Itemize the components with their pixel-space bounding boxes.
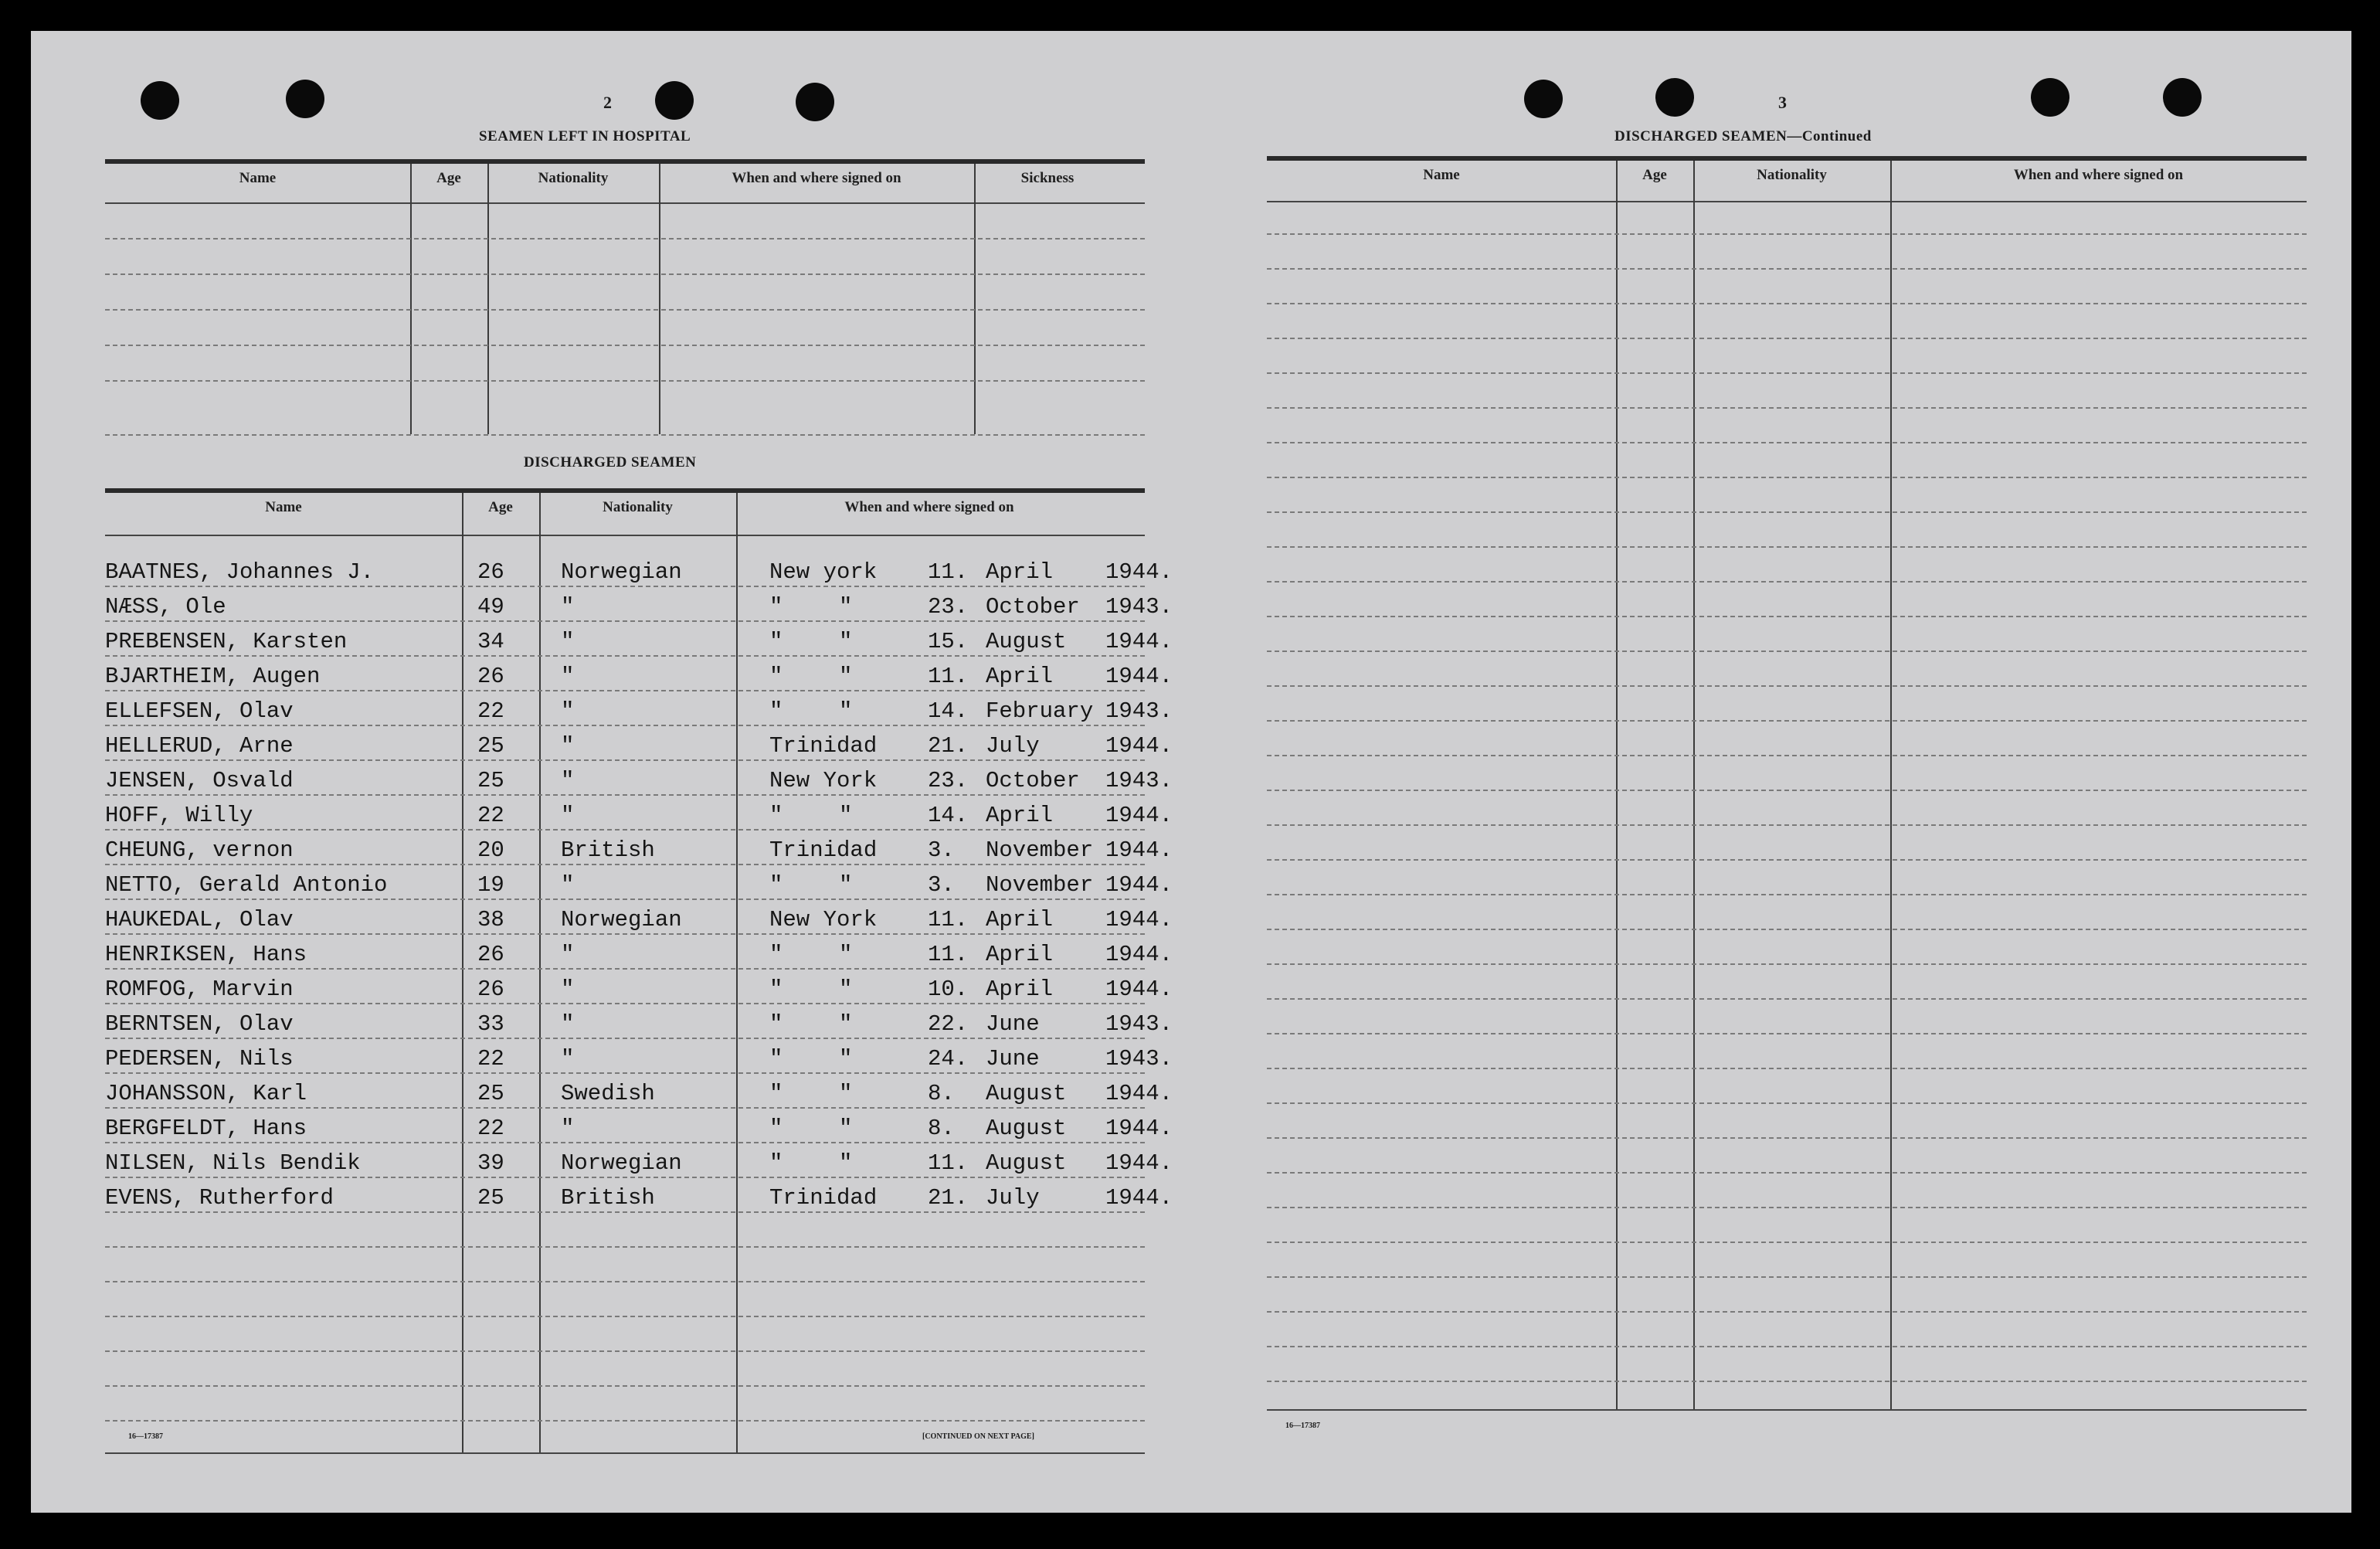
seaman-nationality: " — [561, 733, 575, 759]
binder-hole — [286, 80, 324, 118]
ruled-line — [105, 864, 1145, 865]
ruled-line — [1267, 303, 2307, 304]
seaman-nationality: " — [561, 768, 575, 793]
seaman-age: 22 — [477, 1046, 504, 1072]
signed-on-month: April — [986, 559, 1054, 585]
signed-on-place: Trinidad — [769, 837, 878, 863]
ruled-line — [105, 1003, 1145, 1004]
signed-on-month: April — [986, 664, 1054, 689]
signed-on-place-ditto: " — [839, 1081, 853, 1106]
column-divider — [974, 164, 976, 434]
column-divider — [1616, 161, 1618, 1409]
ruled-line — [105, 309, 1145, 311]
hospital-header-signed-on: When and where signed on — [732, 170, 901, 186]
seaman-age: 39 — [477, 1150, 504, 1176]
signed-on-place: Trinidad — [769, 1185, 878, 1211]
signed-on-place: " — [769, 1116, 783, 1141]
seaman-age: 25 — [477, 768, 504, 793]
signed-on-place: " — [769, 942, 783, 967]
binder-hole — [796, 83, 834, 121]
ruled-line — [105, 620, 1145, 622]
seaman-nationality: Norwegian — [561, 559, 682, 585]
seaman-nationality: Norwegian — [561, 1150, 682, 1176]
signed-on-month: April — [986, 977, 1054, 1002]
signed-on-day: 10. — [928, 977, 969, 1002]
signed-on-day: 23. — [928, 594, 969, 620]
seaman-name: JOHANSSON, Karl — [105, 1081, 307, 1106]
signed-on-day: 8. — [928, 1081, 955, 1106]
discharged-table[interactable] — [105, 488, 1173, 1459]
discharged-header-age: Age — [488, 499, 513, 515]
seaman-name: CHEUNG, vernon — [105, 837, 294, 863]
seaman-name: PEDERSEN, Nils — [105, 1046, 294, 1072]
hospital-section-title: SEAMEN LEFT IN HOSPITAL — [479, 128, 691, 144]
binder-hole — [1655, 78, 1694, 117]
signed-on-place: " — [769, 1011, 783, 1037]
binder-hole — [1524, 80, 1563, 118]
seaman-name: PREBENSEN, Karsten — [105, 629, 348, 654]
ruled-line — [1267, 1068, 2307, 1069]
seaman-nationality: " — [561, 942, 575, 967]
document-sheet — [31, 31, 2351, 1513]
continued-section-title: DISCHARGED SEAMEN—Continued — [1614, 128, 1872, 144]
signed-on-place: " — [769, 594, 783, 620]
signed-on-day: 11. — [928, 664, 969, 689]
ruled-line — [1267, 268, 2307, 270]
page-number-right: 3 — [1778, 93, 1787, 112]
signed-on-day: 8. — [928, 1116, 955, 1141]
ruled-line — [1267, 581, 2307, 583]
signed-on-place-ditto: " — [839, 977, 853, 1002]
seaman-name: BERGFELDT, Hans — [105, 1116, 307, 1141]
ruled-line — [1267, 1311, 2307, 1313]
seaman-nationality: " — [561, 1116, 575, 1141]
ruled-line — [1267, 859, 2307, 861]
signed-on-place-ditto: " — [839, 1011, 853, 1037]
seaman-age: 25 — [477, 1081, 504, 1106]
discharged-header-signed-on: When and where signed on — [844, 499, 1014, 515]
seaman-nationality: " — [561, 1046, 575, 1072]
hospital-header-age: Age — [436, 170, 461, 186]
signed-on-place: " — [769, 977, 783, 1002]
binder-hole — [141, 81, 179, 120]
form-number-right: 16—17387 — [1285, 1422, 1320, 1430]
ruled-line — [1267, 477, 2307, 478]
seaman-age: 19 — [477, 872, 504, 898]
table-bottom-rule — [105, 1452, 1145, 1454]
continued-note: [CONTINUED ON NEXT PAGE] — [922, 1432, 1034, 1441]
continued-header-name: Name — [1423, 167, 1460, 183]
signed-on-day: 3. — [928, 872, 955, 898]
seaman-name: JENSEN, Osvald — [105, 768, 294, 793]
seaman-nationality: " — [561, 977, 575, 1002]
ruled-line — [1267, 755, 2307, 756]
seaman-name: NÆSS, Ole — [105, 594, 226, 620]
hospital-table — [105, 159, 1145, 465]
ruled-line — [105, 1107, 1145, 1109]
ruled-line — [1267, 616, 2307, 617]
page-number-left: 2 — [603, 93, 612, 112]
signed-on-day: 15. — [928, 629, 969, 654]
seaman-nationality: " — [561, 698, 575, 724]
ruled-line — [105, 273, 1145, 275]
seaman-age: 26 — [477, 559, 504, 585]
signed-on-year: 1944. — [1105, 872, 1173, 898]
ruled-line — [1267, 233, 2307, 235]
signed-on-month: October — [986, 594, 1080, 620]
signed-on-place-ditto: " — [839, 872, 853, 898]
ruled-line — [105, 434, 1145, 436]
seaman-name: EVENS, Rutherford — [105, 1185, 334, 1211]
seaman-nationality: " — [561, 803, 575, 828]
seaman-name: NETTO, Gerald Antonio — [105, 872, 388, 898]
signed-on-day: 11. — [928, 942, 969, 967]
signed-on-month: August — [986, 1081, 1067, 1106]
hospital-header-nationality: Nationality — [538, 170, 609, 186]
seaman-nationality: British — [561, 1185, 655, 1211]
ruled-line — [105, 345, 1145, 346]
signed-on-place: New york — [769, 559, 878, 585]
seaman-name: ELLEFSEN, Olav — [105, 698, 294, 724]
ruled-line — [1267, 1207, 2307, 1208]
ruled-line — [1267, 511, 2307, 513]
seaman-nationality: " — [561, 664, 575, 689]
column-divider — [1693, 161, 1695, 1409]
signed-on-year: 1944. — [1105, 733, 1173, 759]
seaman-age: 38 — [477, 907, 504, 932]
table-top-rule — [1267, 156, 2307, 161]
ruled-line — [1267, 1033, 2307, 1034]
ruled-line — [105, 759, 1145, 761]
ruled-line — [1267, 963, 2307, 965]
signed-on-year: 1944. — [1105, 803, 1173, 828]
ruled-line — [105, 794, 1145, 796]
signed-on-month: June — [986, 1046, 1040, 1072]
signed-on-year: 1943. — [1105, 1011, 1173, 1037]
seaman-age: 20 — [477, 837, 504, 863]
discharged-header-name: Name — [265, 499, 302, 515]
signed-on-place-ditto: " — [839, 942, 853, 967]
column-divider — [462, 493, 463, 1452]
signed-on-place: " — [769, 664, 783, 689]
signed-on-day: 21. — [928, 733, 969, 759]
signed-on-month: October — [986, 768, 1080, 793]
ruled-line — [105, 1316, 1145, 1317]
signed-on-place: " — [769, 1081, 783, 1106]
ruled-line — [1267, 372, 2307, 374]
seaman-name: NILSEN, Nils Bendik — [105, 1150, 361, 1176]
seaman-age: 33 — [477, 1011, 504, 1037]
binder-hole — [2163, 78, 2202, 117]
signed-on-place-ditto: " — [839, 1150, 853, 1176]
ruled-line — [105, 655, 1145, 657]
seaman-name: BJARTHEIM, Augen — [105, 664, 321, 689]
signed-on-place: New York — [769, 768, 878, 793]
seaman-age: 22 — [477, 1116, 504, 1141]
continued-header-age: Age — [1642, 167, 1667, 183]
signed-on-year: 1944. — [1105, 1185, 1173, 1211]
ruled-line — [105, 829, 1145, 831]
ruled-line — [105, 968, 1145, 970]
header-rule — [1267, 201, 2307, 202]
seaman-age: 25 — [477, 1185, 504, 1211]
ruled-line — [1267, 790, 2307, 791]
ruled-line — [105, 586, 1145, 587]
ruled-line — [1267, 929, 2307, 930]
signed-on-year: 1944. — [1105, 629, 1173, 654]
signed-on-place-ditto: " — [839, 1046, 853, 1072]
seaman-name: BERNTSEN, Olav — [105, 1011, 294, 1037]
table-bottom-rule — [1267, 1409, 2307, 1411]
seaman-nationality: " — [561, 594, 575, 620]
hospital-header-name: Name — [239, 170, 277, 186]
ruled-line — [105, 1177, 1145, 1178]
ruled-line — [105, 1281, 1145, 1282]
seaman-nationality: " — [561, 1011, 575, 1037]
continued-header-nationality: Nationality — [1757, 167, 1827, 183]
signed-on-place: New York — [769, 907, 878, 932]
column-divider — [659, 164, 660, 434]
signed-on-month: April — [986, 942, 1054, 967]
signed-on-month: April — [986, 907, 1054, 932]
signed-on-day: 14. — [928, 698, 969, 724]
signed-on-month: April — [986, 803, 1054, 828]
signed-on-place-ditto: " — [839, 698, 853, 724]
ruled-line — [1267, 998, 2307, 1000]
ruled-line — [1267, 685, 2307, 687]
signed-on-month: August — [986, 629, 1067, 654]
seaman-age: 22 — [477, 803, 504, 828]
ruled-line — [1267, 1137, 2307, 1139]
seaman-age: 26 — [477, 664, 504, 689]
signed-on-place: " — [769, 872, 783, 898]
seaman-nationality: Swedish — [561, 1081, 655, 1106]
ruled-line — [105, 1350, 1145, 1352]
seaman-age: 49 — [477, 594, 504, 620]
ruled-line — [105, 1385, 1145, 1387]
signed-on-day: 24. — [928, 1046, 969, 1072]
signed-on-month: February — [986, 698, 1094, 724]
ruled-line — [105, 1072, 1145, 1074]
ruled-line — [1267, 546, 2307, 548]
continued-header-signed-on: When and where signed on — [2013, 167, 2184, 183]
ruled-line — [1267, 1172, 2307, 1174]
ruled-line — [105, 933, 1145, 935]
signed-on-day: 23. — [928, 768, 969, 793]
discharged-section-title: DISCHARGED SEAMEN — [524, 454, 697, 470]
seaman-age: 26 — [477, 977, 504, 1002]
signed-on-place-ditto: " — [839, 664, 853, 689]
ruled-line — [1267, 651, 2307, 652]
seaman-name: HAUKEDAL, Olav — [105, 907, 294, 932]
ruled-line — [105, 898, 1145, 900]
column-divider — [487, 164, 489, 434]
signed-on-year: 1944. — [1105, 1081, 1173, 1106]
ruled-line — [1267, 1102, 2307, 1104]
signed-on-year: 1944. — [1105, 942, 1173, 967]
signed-on-month: June — [986, 1011, 1040, 1037]
signed-on-month: November — [986, 837, 1094, 863]
binder-hole — [655, 81, 694, 120]
signed-on-place: " — [769, 629, 783, 654]
ruled-line — [1267, 824, 2307, 826]
signed-on-place-ditto: " — [839, 629, 853, 654]
signed-on-year: 1944. — [1105, 837, 1173, 863]
table-top-rule — [105, 159, 1145, 164]
signed-on-day: 22. — [928, 1011, 969, 1037]
signed-on-day: 11. — [928, 907, 969, 932]
signed-on-place: " — [769, 1150, 783, 1176]
signed-on-day: 11. — [928, 559, 969, 585]
discharged-header-nationality: Nationality — [603, 499, 673, 515]
column-divider — [539, 493, 541, 1452]
seaman-age: 22 — [477, 698, 504, 724]
table-top-rule — [105, 488, 1145, 493]
ruled-line — [105, 725, 1145, 726]
signed-on-month: July — [986, 733, 1040, 759]
signed-on-place-ditto: " — [839, 1116, 853, 1141]
seaman-age: 26 — [477, 942, 504, 967]
signed-on-day: 21. — [928, 1185, 969, 1211]
signed-on-place: " — [769, 803, 783, 828]
signed-on-day: 11. — [928, 1150, 969, 1176]
seaman-nationality: Norwegian — [561, 907, 682, 932]
ruled-line — [1267, 1346, 2307, 1347]
seaman-name: ROMFOG, Marvin — [105, 977, 294, 1002]
ruled-line — [105, 1420, 1145, 1422]
ruled-line — [1267, 894, 2307, 895]
seaman-age: 34 — [477, 629, 504, 654]
discharged-continued-table — [1267, 156, 2307, 1446]
ruled-line — [105, 238, 1145, 239]
signed-on-place-ditto: " — [839, 594, 853, 620]
signed-on-year: 1943. — [1105, 594, 1173, 620]
ruled-line — [105, 690, 1145, 691]
column-divider — [410, 164, 412, 434]
ruled-line — [1267, 442, 2307, 443]
signed-on-place: " — [769, 698, 783, 724]
signed-on-year: 1944. — [1105, 559, 1173, 585]
form-number-left: 16—17387 — [128, 1432, 163, 1441]
seaman-nationality: British — [561, 837, 655, 863]
column-divider — [1890, 161, 1892, 1409]
signed-on-year: 1944. — [1105, 1150, 1173, 1176]
signed-on-year: 1943. — [1105, 698, 1173, 724]
signed-on-month: August — [986, 1116, 1067, 1141]
seaman-nationality: " — [561, 872, 575, 898]
seaman-name: BAATNES, Johannes J. — [105, 559, 375, 585]
signed-on-year: 1944. — [1105, 977, 1173, 1002]
header-rule — [105, 202, 1145, 204]
ruled-line — [1267, 1242, 2307, 1243]
signed-on-year: 1944. — [1105, 664, 1173, 689]
ruled-line — [1267, 338, 2307, 339]
signed-on-year: 1943. — [1105, 768, 1173, 793]
seaman-name: HOFF, Willy — [105, 803, 253, 828]
ruled-line — [105, 1142, 1145, 1143]
signed-on-month: July — [986, 1185, 1040, 1211]
signed-on-day: 3. — [928, 837, 955, 863]
seaman-age: 25 — [477, 733, 504, 759]
signed-on-place-ditto: " — [839, 803, 853, 828]
column-divider — [736, 493, 738, 1452]
ruled-line — [105, 380, 1145, 382]
seaman-nationality: " — [561, 629, 575, 654]
signed-on-month: November — [986, 872, 1094, 898]
seaman-name: HENRIKSEN, Hans — [105, 942, 307, 967]
ruled-line — [1267, 407, 2307, 409]
ruled-line — [105, 1246, 1145, 1248]
signed-on-month: August — [986, 1150, 1067, 1176]
signed-on-year: 1944. — [1105, 1116, 1173, 1141]
ruled-line — [1267, 1276, 2307, 1278]
ruled-line — [105, 1211, 1145, 1213]
binder-hole — [2031, 78, 2069, 117]
header-rule — [105, 535, 1145, 536]
seaman-name: HELLERUD, Arne — [105, 733, 294, 759]
ruled-line — [1267, 1381, 2307, 1382]
signed-on-year: 1943. — [1105, 1046, 1173, 1072]
signed-on-place: Trinidad — [769, 733, 878, 759]
ruled-line — [1267, 720, 2307, 722]
signed-on-year: 1944. — [1105, 907, 1173, 932]
signed-on-day: 14. — [928, 803, 969, 828]
hospital-header-sickness: Sickness — [1020, 170, 1075, 186]
ruled-line — [105, 1038, 1145, 1039]
signed-on-place: " — [769, 1046, 783, 1072]
